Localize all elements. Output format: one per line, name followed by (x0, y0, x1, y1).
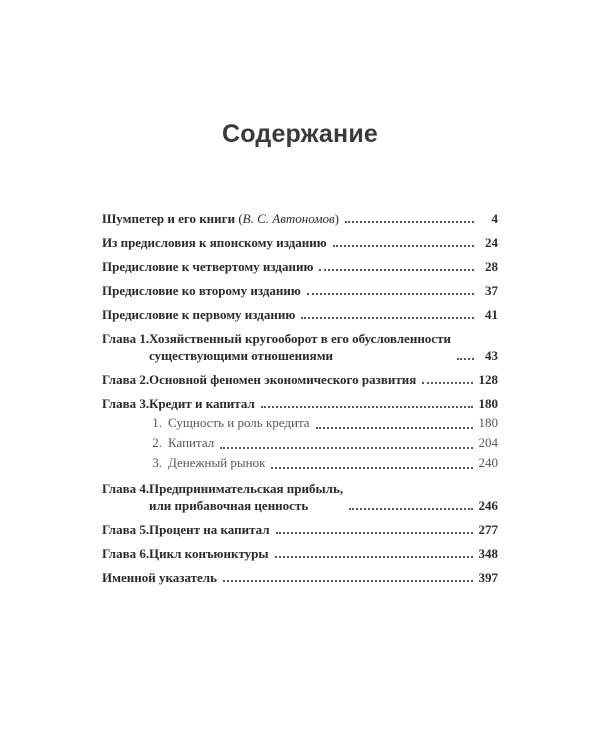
toc-page-number: 204 (478, 435, 498, 450)
toc-entry-second-preface[interactable] (102, 282, 498, 299)
dot-leader (316, 427, 473, 429)
dot-leader (261, 406, 473, 408)
dot-leader (220, 447, 472, 449)
page-title: Содержание (221, 120, 379, 148)
toc-page-number: 43 (485, 348, 498, 363)
toc-entry-text: Предисловие к четвертому изданию (102, 259, 314, 274)
toc-entry-chapter-2[interactable] (102, 371, 498, 388)
toc-entry-text: Кредит и капитал (149, 396, 255, 411)
toc-entry-chapter-4[interactable] (102, 480, 498, 514)
dot-leader (276, 532, 473, 534)
table-of-contents (102, 210, 498, 586)
toc-entry-text: Цикл конъюнктуры (149, 546, 269, 561)
dot-leader (333, 245, 474, 247)
toc-entry-text: Из предисловия к японскому изданию (102, 235, 327, 250)
dot-leader (422, 382, 472, 384)
toc-entry-text: Хозяйственный кругооборот в его обусловленности существующими отношениями (149, 331, 451, 363)
toc-entry-chapter-5[interactable] (102, 521, 498, 538)
toc-page-number: 41 (485, 307, 498, 322)
chapter-label: Глава 2. (102, 372, 150, 387)
toc-entry-japanese-preface[interactable] (102, 234, 498, 251)
toc-entry-name-index[interactable] (102, 569, 498, 586)
toc-page-number: 28 (485, 259, 498, 274)
chapter-label: Глава 6. (102, 546, 150, 561)
toc-entry-text: Основной феномен экономического развития (149, 372, 417, 387)
toc-page-number: 348 (478, 546, 498, 561)
toc-entry-text: Предисловие ко второму изданию (102, 283, 301, 298)
toc-page-number: 37 (485, 283, 498, 298)
toc-entry-chapter-1[interactable] (102, 330, 498, 364)
toc-entry-fourth-preface[interactable] (102, 258, 498, 275)
toc-page-number: 24 (485, 235, 498, 250)
section-number: 3. (152, 455, 162, 470)
toc-page-number: 128 (478, 372, 498, 387)
toc-entry-text: Именной указатель (102, 570, 217, 585)
chapter-label: Глава 4. (102, 481, 150, 496)
dot-leader (457, 358, 474, 360)
toc-subentry-money-market[interactable] (102, 453, 498, 473)
chapter-label: Глава 1. (102, 331, 150, 346)
dot-leader (275, 556, 473, 558)
dot-leader (223, 580, 473, 582)
toc-subentry-capital[interactable] (102, 433, 498, 453)
toc-entry-text: Предпринимательская прибыль, или прибавочная ценность (149, 481, 344, 513)
toc-page-number: 180 (478, 415, 498, 430)
toc-entry-first-preface[interactable] (102, 306, 498, 323)
toc-page-number: 4 (491, 211, 498, 226)
toc-entry-text: Предисловие к первому изданию (102, 307, 296, 322)
toc-page-number: 277 (478, 522, 498, 537)
chapter-label: Глава 3. (102, 396, 150, 411)
dot-leader (319, 269, 474, 271)
toc-page-number: 246 (478, 498, 498, 513)
dot-leader (301, 317, 474, 319)
toc-entry-text: Капитал (168, 435, 215, 450)
toc-entry-text: Процент на капитал (149, 522, 270, 537)
toc-entry-text: Денежный рынок (168, 455, 266, 470)
dot-leader (307, 293, 474, 295)
chapter-label: Глава 5. (102, 522, 150, 537)
toc-entry-chapter-3[interactable] (102, 395, 498, 412)
toc-entry-shumpeter[interactable] (102, 210, 498, 227)
dot-leader (349, 508, 472, 510)
toc-entry-text: Сущность и роль кредита (168, 415, 310, 430)
toc-page-number: 180 (478, 396, 498, 411)
toc-entry-author: В. С. Автономов (242, 211, 335, 226)
dot-leader (345, 221, 474, 223)
toc-page-number: 397 (478, 570, 498, 585)
dot-leader (271, 467, 472, 469)
toc-entry-chapter-6[interactable] (102, 545, 498, 562)
section-number: 1. (152, 415, 162, 430)
toc-page-number: 240 (478, 455, 498, 470)
toc-subentry-credit[interactable] (102, 413, 498, 433)
section-number: 2. (152, 435, 162, 450)
toc-entry-text: Шумпетер и его книги (В. С. Автономов) (102, 211, 339, 226)
